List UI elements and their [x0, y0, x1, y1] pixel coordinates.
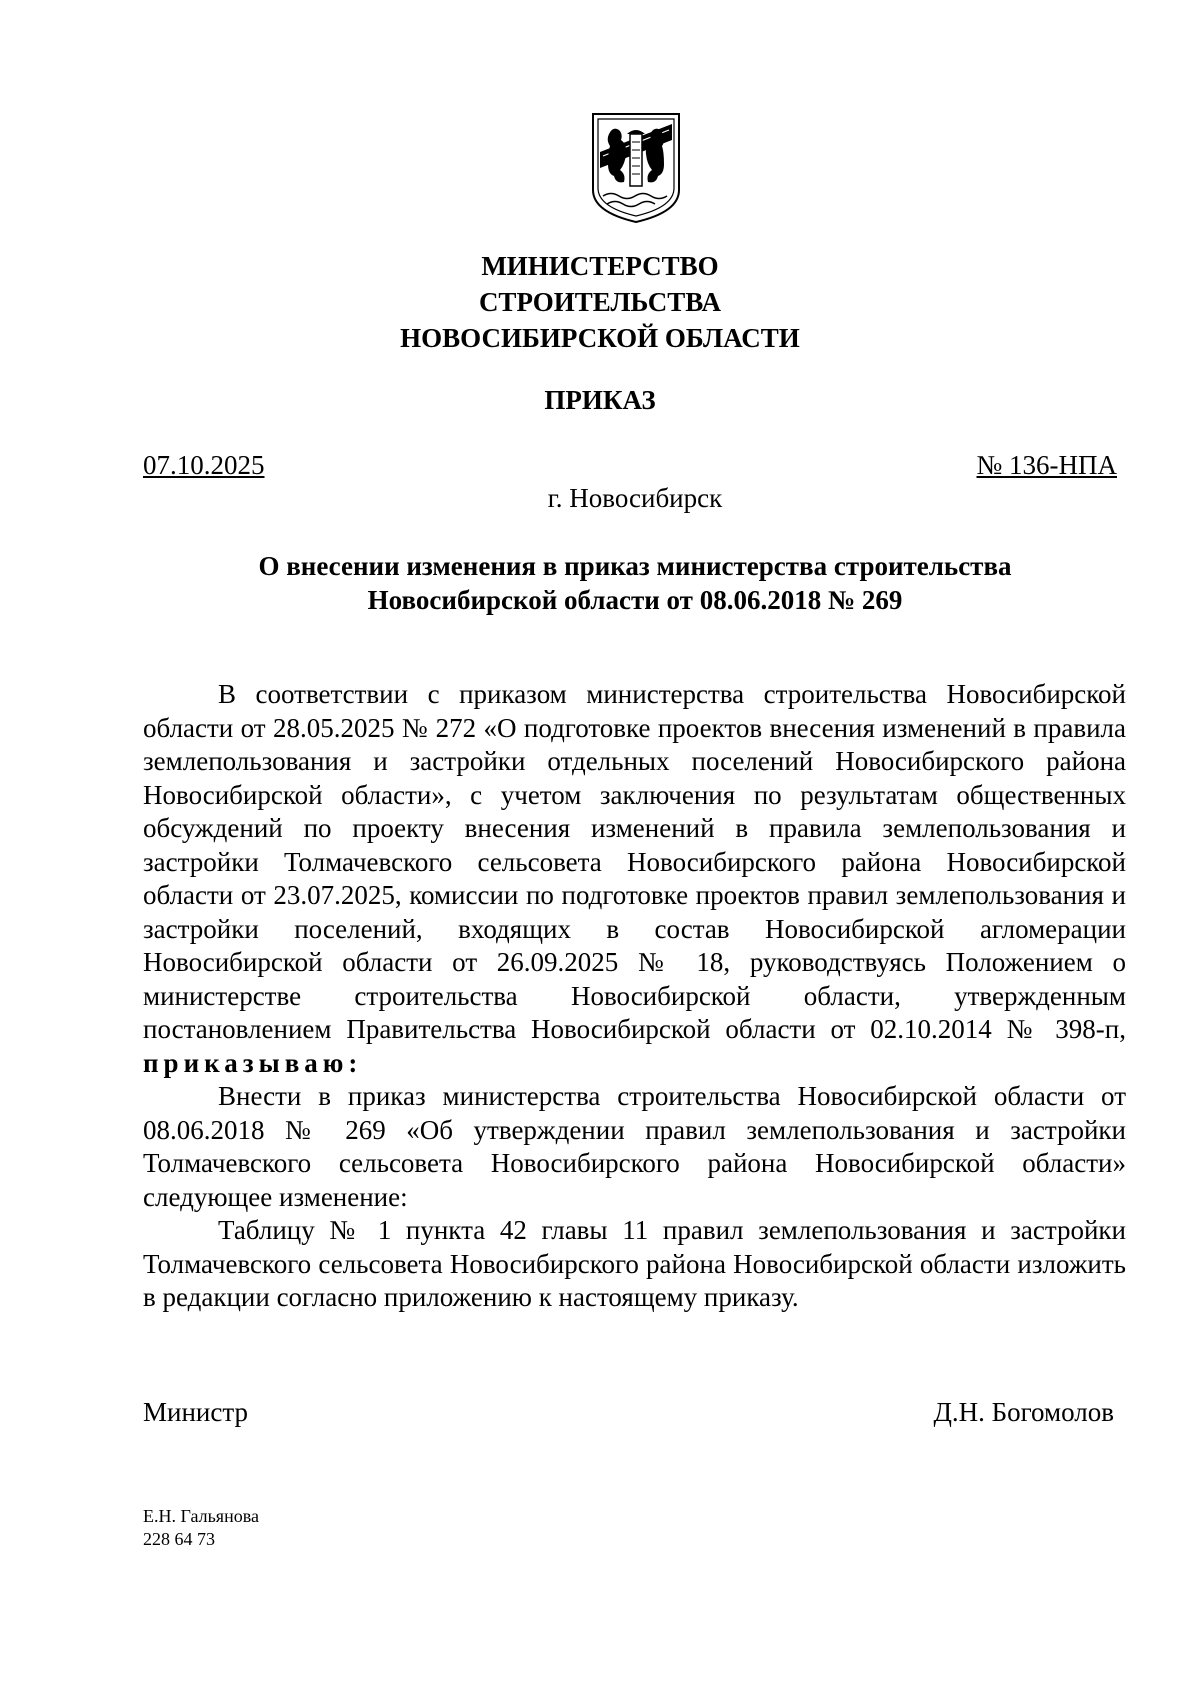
ministry-title: [0, 248, 1200, 356]
order-number: № 136-НПА: [976, 450, 1117, 480]
document-type: ПРИКАЗ: [544, 385, 656, 415]
subject-line: Новосибирской области от 08.06.2018 № 269: [367, 585, 903, 615]
body-paragraph-1-text: В соответствии с приказом министерства строительства Новосибирской области от 28.05.2025 № 272 «О подготовке проектов внесения изменений в правила землепользования и застройки отдельных поселений Новосибирского района Новосибирской области», с учетом заключения по результатам общественных обсуждений по проекту внесения изменений в правила землепользования и застройки Толмачевского сельсовета Новосибирского района Новосибирской области от 23.07.2025, комиссии по подготовке проектов правил землепользования и застройки поселений, входящих в состав Новосибирской агломерации Новосибирской области от 26.09.2025 № 18, руководствуясь Положением о министерстве строительства Новосибирской области, утвержденным постановлением Правительства Новосибирской области от 02.10.2014 № 398-п,: [143, 679, 1126, 1044]
executor-name: Е.Н. Гальянова: [143, 1506, 259, 1526]
order-keyword: приказываю:: [143, 1047, 363, 1078]
signatory-name: Д.Н. Богомолов: [933, 1397, 1114, 1427]
subject-line: О внесении изменения в приказ министерства строительства: [258, 551, 1012, 581]
order-city: г. Новосибирск: [547, 483, 723, 513]
executor-phone: 228 64 73: [143, 1529, 215, 1549]
body-paragraph-2: Внести в приказ министерства строительства Новосибирской области от 08.06.2018 № 269 «Об утверждении правил землепользования и застройки Толмачевского сельсовета Новосибирского района Новосибирской области» следующее изменение:: [143, 1081, 1126, 1212]
coat-of-arms-icon: [591, 112, 681, 224]
order-body: [143, 678, 1126, 1315]
body-paragraph-3: Таблицу № 1 пункта 42 главы 11 правил землепользования и застройки Толмачевского сельсовета Новосибирского района Новосибирской области изложить в редакции согласно приложению к настоящему приказу.: [143, 1215, 1126, 1312]
executor-block: [143, 1505, 259, 1551]
signatory-role: Министр: [143, 1397, 248, 1427]
order-date: 07.10.2025: [143, 450, 265, 480]
ministry-line: МИНИСТЕРСТВО: [481, 251, 719, 281]
ministry-line: СТРОИТЕЛЬСТВА: [478, 287, 722, 317]
body-paragraph-1: [143, 678, 1126, 1080]
order-subject: [0, 549, 1200, 617]
ministry-line: НОВОСИБИРСКОЙ ОБЛАСТИ: [400, 323, 800, 353]
